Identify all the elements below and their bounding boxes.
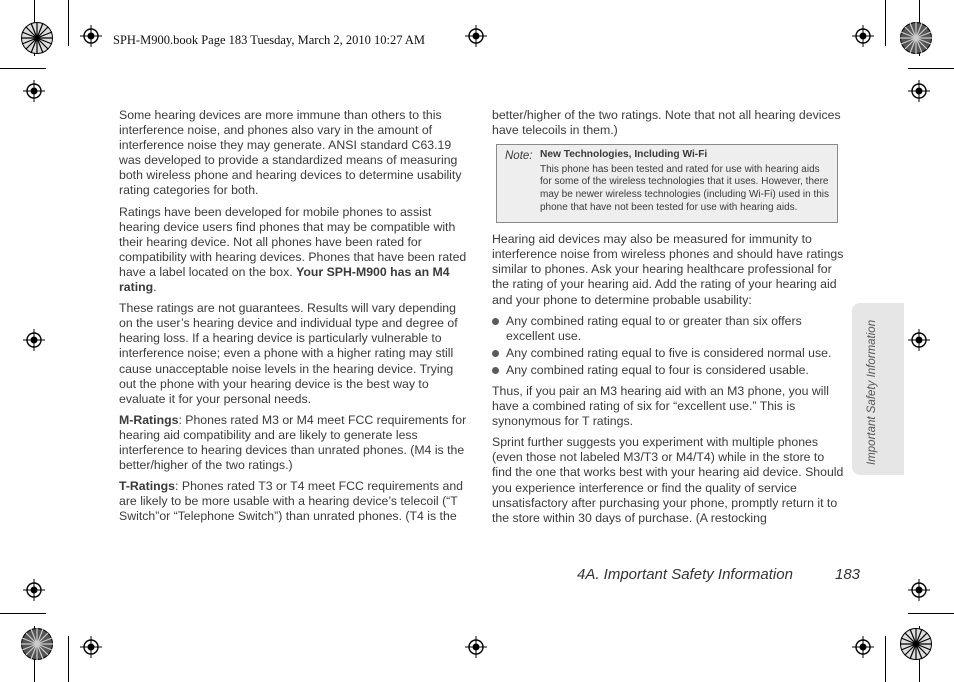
list-item-text: Any combined rating equal to or greater than six offers excellent use.: [506, 313, 802, 343]
left-column: [119, 108, 469, 530]
registration-mark-icon: [908, 579, 930, 601]
bullet-icon: [492, 318, 499, 325]
crop-mark: [0, 68, 46, 69]
bullet-icon: [492, 350, 499, 357]
starburst-target-icon: [20, 21, 54, 55]
registration-mark-icon: [23, 329, 45, 351]
paragraph: [119, 479, 469, 524]
bullet-list: [492, 314, 844, 378]
crop-mark: [68, 0, 69, 46]
paragraph-text: : Phones rated M3 or M4 meet FCC requirements for hearing aid compatibility and are likely to generate less interference to hearing devices than unrated phones. (M4 is the better/higher of the two ratings.): [119, 412, 467, 473]
paragraph: Thus, if you pair an M3 hearing aid with an M3 phone, you will have a combined rating of six for “excellent use.” This is synonymous for T ratings.: [492, 384, 829, 429]
crop-mark: [908, 613, 954, 614]
starburst-target-icon: [20, 627, 54, 661]
registration-mark-icon: [908, 329, 930, 351]
paragraph-text: : Phones rated T3 or T4 meet FCC requirements and are likely to be more usable with a hearing device’s telecoil (“T Switch”or “Telephone Switch”) than unrated phones. (T4 is the: [119, 479, 464, 524]
page-number: 183: [835, 566, 861, 583]
term-label: M-Ratings: [119, 412, 179, 427]
registration-mark-icon: [80, 636, 102, 658]
note-label: Note:: [505, 150, 533, 163]
registration-mark-icon: [80, 25, 102, 47]
registration-mark-icon: [23, 80, 45, 102]
paragraph: These ratings are not guarantees. Results will vary depending on the user’s hearing device and individual type and degree of hearing loss. If a hearing device is particularly vulnerable to interference noise; even a phone with a higher rating may still cause unacceptable noise levels in the hearing device. Trying out the phone with your hearing device is the best way to evaluate it for your personal needs.: [119, 301, 458, 406]
registration-mark-icon: [465, 25, 487, 47]
registration-mark-icon: [23, 579, 45, 601]
list-item-text: Any combined rating equal to four is considered usable.: [506, 362, 809, 377]
paragraph-text: Ratings have been developed for mobile phones to assist hearing device users find phones that may be compatible with their hearing device. Not all phones have been rated for compatibility with hearing devices. Phones that have been rated have a label located on the box.: [119, 204, 467, 279]
side-tab-label: Important Safety Information: [866, 319, 878, 465]
starburst-target-icon: [899, 21, 933, 55]
starburst-target-icon: [899, 627, 933, 661]
registration-mark-icon: [852, 636, 874, 658]
print-header: SPH-M900.book Page 183 Tuesday, March 2, 2010 10:27 AM: [113, 33, 426, 47]
crop-mark: [885, 636, 886, 682]
note-box: [496, 144, 838, 223]
paragraph: Hearing aid devices may also be measured for immunity to interference noise from wireless phones and should have ratings similar to phones. Ask your hearing healthcare professional for the rating of your hearing aid. Add the rating of your hearing aid and your phone to determine probable usability:: [492, 232, 844, 307]
paragraph: Some hearing devices are more immune than others to this interference noise, and phones also vary in the amount of interference noise they may generate. ANSI standard C63.19 was developed to provide a standardized means of measuring both wireless phone and hearing devices to determine usability rating categories for both.: [119, 108, 462, 198]
crop-mark: [68, 636, 69, 682]
registration-mark-icon: [465, 636, 487, 658]
bullet-icon: [492, 367, 499, 374]
note-body: [540, 149, 829, 214]
crop-mark: [885, 0, 886, 46]
footer-section-title: 4A. Important Safety Information: [577, 566, 793, 583]
paragraph: Sprint further suggests you experiment with multiple phones (even those not labeled M3/T3 or M4/T4) while in the store to find the one that works best with your hearing aid device. Should you experience interference or find the quality of service unsatisfactory after purchasing your phone, promptly return it to the store within 30 days of purchase. (A restocking: [492, 435, 844, 525]
crop-mark: [0, 613, 46, 614]
list-item-text: Any combined rating equal to five is considered normal use.: [506, 345, 832, 360]
registration-mark-icon: [908, 80, 930, 102]
paragraph: better/higher of the two ratings. Note that not all hearing devices have telecoils in them.): [492, 108, 841, 138]
term-label: T-Ratings: [119, 479, 176, 494]
note-title: New Technologies, Including Wi-Fi: [540, 149, 708, 161]
note-text: This phone has been tested and rated for use with hearing aids for some of the wireless technologies that it uses. However, there may be newer wireless technologies (including Wi-Fi) used in this phone that have not been tested for use with hearing aids.: [540, 163, 830, 213]
paragraph-text: .: [153, 280, 157, 295]
section-side-tab: [852, 303, 904, 475]
right-column: [492, 108, 844, 532]
list-item: [492, 314, 844, 344]
list-item: [492, 363, 844, 378]
crop-mark: [908, 68, 954, 69]
paragraph: [119, 205, 469, 296]
paragraph: [119, 413, 469, 473]
list-item: [492, 346, 844, 361]
emphasis-text: Your SPH-M900 has an M4 rating: [119, 264, 450, 295]
registration-mark-icon: [852, 25, 874, 47]
